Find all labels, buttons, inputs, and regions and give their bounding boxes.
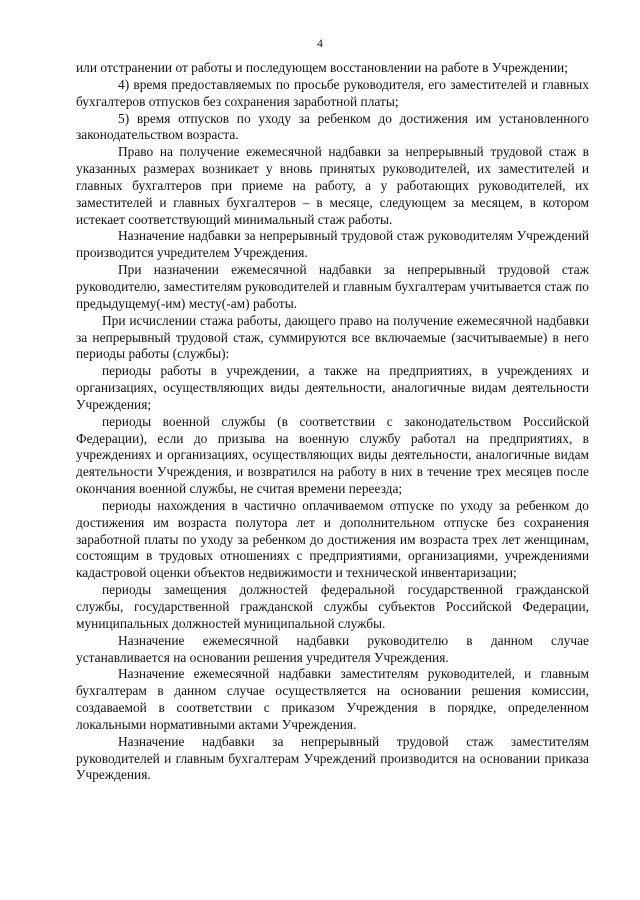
list-item-5: 5) время отпусков по уходу за ребенком до достижения им установленного законодательством возраста. xyxy=(76,110,589,143)
list-item-military-service: периоды военной службы (в соответствии с законодательством Российской Федерации), если до призыва на военную службу работал на предприятиях, в учреждениях и организациях, осуществляющих виды деятельности, аналогичные видам деятельности Учреждения, и возвратился на работу в них в течение трех месяцев после окончания военной службы, не считая времени переезда; xyxy=(76,413,589,497)
paragraph-head-decision: Назначение ежемесячной надбавки руководителю в данном случае устанавливается на основании решения учредителя Учреждения. xyxy=(76,632,589,665)
paragraph-previous-employment: При назначении ежемесячной надбавки за непрерывный трудовой стаж руководителю, заместителям руководителей и главным бухгалтерам учитывается стаж по предыдущему(-им) месту(-ам) работы. xyxy=(76,262,589,311)
paragraph-commission-decision: Назначение ежемесячной надбавки заместителям руководителей, и главным бухгалтерам в данном случае осуществляется на основании решения комиссии, создаваемой в соответствии с приказом Учреждения в порядке, определенном локальными нормативными актами Учреждения. xyxy=(76,666,589,732)
list-item-civil-service: периоды замещения должностей федеральной государственной гражданской службы, государственной гражданской службы субъектов Российской Федерации, муниципальных должностей муниципальной службы. xyxy=(76,582,589,631)
list-item-childcare-leave: периоды нахождения в частично оплачиваемом отпуске по уходу за ребенком до достижения им возраста полутора лет и дополнительном отпуске без сохранения заработной платы по уходу за ребенком до достижения им возраста трех лет женщинам, состоящим в трудовых отношениях с предприятиями, организациями, учреждениями кадастровой оценки объектов недвижимости и технической инвентаризации; xyxy=(76,497,589,581)
document-body xyxy=(76,60,589,784)
list-item-4: 4) время предоставляемых по просьбе руководителя, его заместителей и главных бухгалтеров отпусков без сохранения заработной платы; xyxy=(76,76,589,109)
page-number: 4 xyxy=(317,38,323,50)
paragraph-bonus-assignment-heads: Назначение надбавки за непрерывный трудовой стаж руководителям Учреждений производится учредителем Учреждения. xyxy=(76,228,589,261)
paragraph-right-to-bonus: Право на получение ежемесячной надбавки за непрерывный трудовой стаж в указанных размерах возникает у вновь принятых руководителей, их заместителей и главных бухгалтеров при приеме на работу, а у работающих руководителей, их заместителей и главных бухгалтеров – в месяце, следующем за месяцем, в котором истекает соответствующий минимальный стаж работы. xyxy=(76,144,589,227)
paragraph-order-basis: Назначение надбавки за непрерывный трудовой стаж заместителям руководителей и главным бухгалтерам Учреждений производится на основании приказа Учреждения. xyxy=(76,733,589,783)
paragraph-continuation: или отстранении от работы и последующем восстановлении на работе в Учреждении; xyxy=(76,60,568,75)
list-item-work-periods: периоды работы в учреждении, а также на предприятиях, в учреждениях и организациях, осуществляющих виды деятельности, аналогичные видам деятельности Учреждения; xyxy=(76,363,589,412)
paragraph-service-calculation: При исчислении стажа работы, дающего право на получение ежемесячной надбавки за непрерывный трудовой стаж, суммируются все включаемые (засчитываемые) в него периоды работы (службы): xyxy=(76,312,589,362)
